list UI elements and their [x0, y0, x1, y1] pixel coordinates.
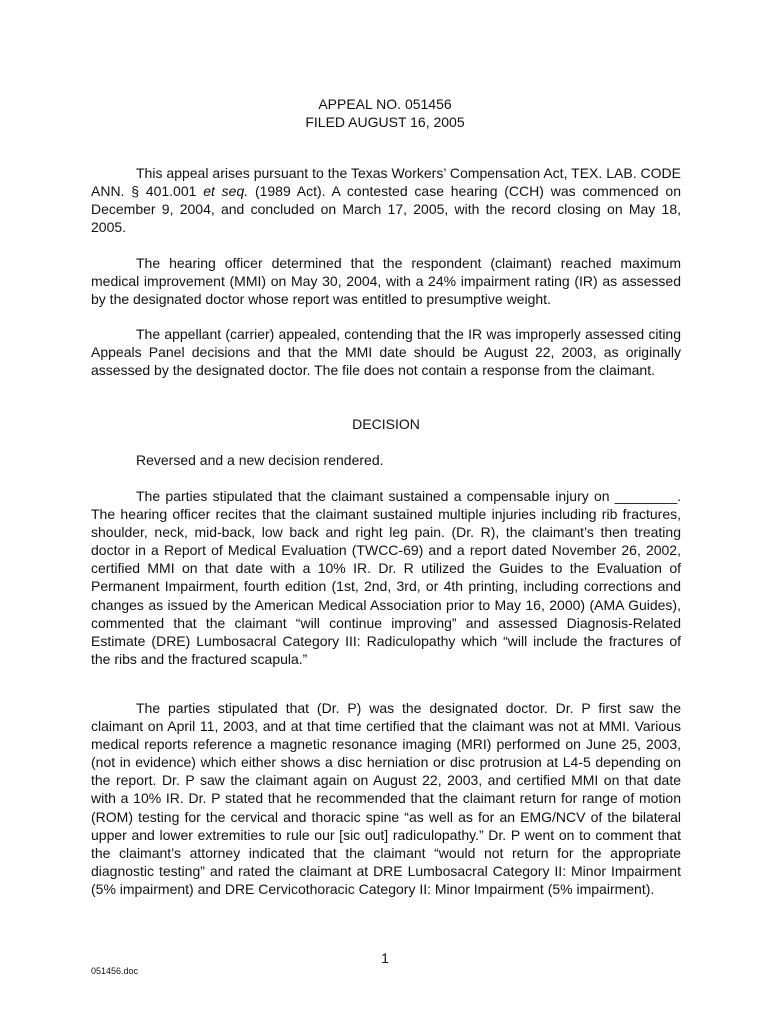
- paragraph-determination: [91, 254, 681, 308]
- paragraph-intro: [91, 164, 681, 236]
- paragraph-stipulation-injury-text: The parties stipulated that the claimant sustained a compensable injury on ________. The hearing officer recites that the claimant sustained multiple injuries including rib fractures, shoulder, neck, mid-back, low back and right leg pain. (Dr. R), the claimant’s then treating doctor in a Report of Medical Evaluation (TWCC-69) and a report dated November 26, 2002, certified MMI on that date with a 10% IR. Dr. R utilized the Guides to the Evaluation of Permanent Impairment, fourth edition (1st, 2nd, 3rd, or 4th printing, including corrections and changes as issued by the American Medical Association prior to May 16, 2000) (AMA Guides), commented that the claimant “will continue improving” and assessed Diagnosis-Related Estimate (DRE) Lumbosacral Category III: Radiculopathy which “will include the fractures of the ribs and the fractured scapula.”: [91, 488, 681, 667]
- paragraph-determination-text: The hearing officer determined that the respondent (claimant) reached maximum medical improvement (MMI) on May 30, 2004, with a 24% impairment rating (IR) as assessed by the designated doctor whose report was entitled to presumptive weight.: [91, 255, 681, 308]
- paragraph-designated-doctor: [91, 699, 681, 898]
- footer-filename: 051456.doc: [91, 966, 139, 976]
- paragraph-intro-text: [91, 164, 681, 236]
- decision-heading: DECISION: [352, 416, 420, 432]
- paragraph-appeal-text: The appellant (carrier) appealed, contending that the IR was improperly assessed citing Appeals Panel decisions and that the MMI date should be August 22, 2003, as originally assessed by the designated doctor. The file does not contain a response from the claimant.: [91, 326, 681, 379]
- paragraph-designated-doctor-text: The parties stipulated that (Dr. P) was the designated doctor. Dr. P first saw the claimant on April 11, 2003, and at that time certified that the claimant was not at MMI. Various medical reports reference a magnetic resonance imaging (MRI) performed on June 25, 2003, (not in evidence) which either shows a disc herniation or disc protrusion at L4-5 depending on the report. Dr. P saw the claimant again on August 22, 2003, and certified MMI on that date with a 10% IR. Dr. P stated that he recommended that the claimant return for range of motion (ROM) testing for the cervical and thoracic spine “as well as for an EMG/NCV of the bilateral upper and lower extremities to rule our [sic out] radiculopathy.” Dr. P went on to comment that the claimant’s attorney indicated that the claimant “would not return for the appropriate diagnostic testing” and rated the claimant at DRE Lumbosacral Category II: Minor Impairment (5% impairment) and DRE Cervicothoracic Category II: Minor Impairment (5% impairment).: [91, 700, 681, 897]
- paragraph-outcome: [91, 451, 681, 469]
- intro-text-b: (1989 Act). A contested case hearing (CCH) was commenced on December 9, 2004, and concluded on March 17, 2005, with the record closing on May 18, 2005.: [91, 183, 682, 236]
- intro-italic: et seq.: [203, 183, 249, 200]
- intro-text-a: This appeal arises pursuant to the Texas Workers’ Compensation Act, TEX. LAB. CODE ANN. § 401.001: [91, 165, 681, 200]
- page-number: 1: [381, 950, 389, 966]
- paragraph-appeal: [91, 325, 681, 379]
- filed-date: FILED AUGUST 16, 2005: [305, 114, 465, 130]
- decision-heading-block: [91, 415, 681, 433]
- paragraph-outcome-text: Reversed and a new decision rendered.: [136, 452, 384, 468]
- appeal-number: APPEAL NO. 051456: [318, 96, 452, 112]
- paragraph-stipulation-injury: [91, 487, 681, 668]
